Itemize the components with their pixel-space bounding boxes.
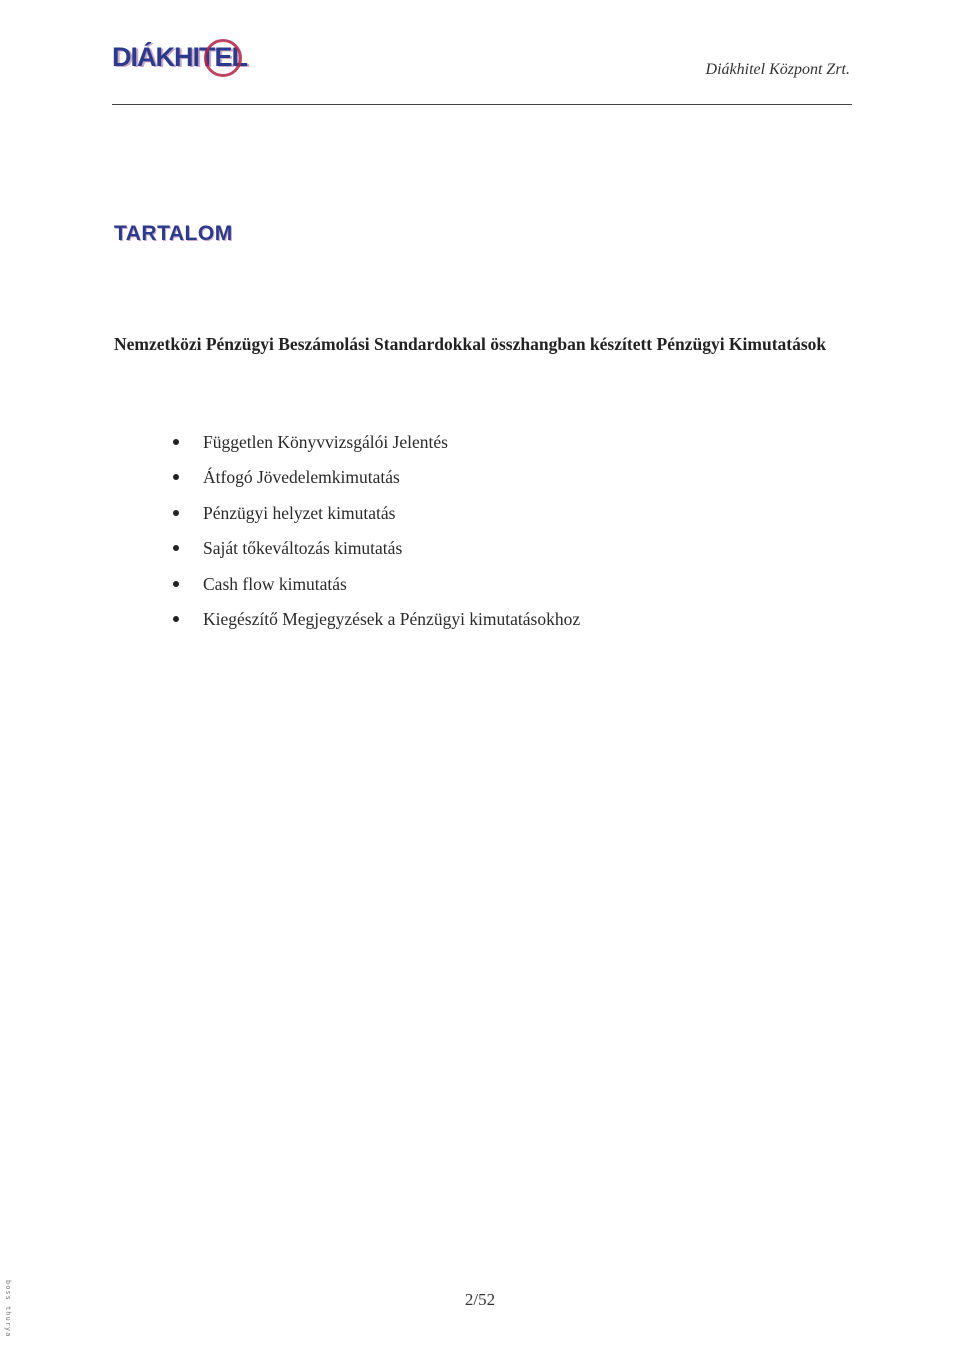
toc-item [172,570,580,605]
bullet-icon [173,510,179,516]
logo-emblem-icon [204,39,242,77]
toc-list [172,428,580,640]
toc-item-label: Kiegészítő Megjegyzések a Pénzügyi kimutatásokhoz [203,608,581,629]
toc-item-label: Saját tőkeváltozás kimutatás [203,538,403,559]
bullet-icon [173,474,179,480]
toc-item-label: Független Könyvvizsgálói Jelentés [203,432,448,452]
company-name: Diákhitel Központ Zrt. [705,61,850,78]
bullet-icon [173,545,179,551]
toc-item-label: Pénzügyi helyzet kimutatás [203,502,396,523]
company-logo [112,40,262,80]
bullet-icon [173,439,179,445]
toc-item-label: Cash flow kimutatás [203,573,347,594]
toc-item [172,605,580,640]
header-divider [112,104,852,105]
toc-item [172,534,580,569]
toc-item [172,463,580,498]
logo-text: DIÁKHITEL [112,42,247,72]
page-number: 2/52 [464,1290,496,1309]
toc-title: TARTALOM [114,222,233,245]
toc-item [172,499,580,534]
bullet-icon [173,581,179,587]
side-stamp: boss thurya [4,1280,12,1338]
section-heading: Nemzetközi Pénzügyi Beszámolási Standardokkal összhangban készített Pénzügyi Kimutatások [114,334,827,354]
toc-item [172,428,580,463]
bullet-icon [173,616,179,622]
toc-item-label: Átfogó Jövedelemkimutatás [203,467,400,488]
